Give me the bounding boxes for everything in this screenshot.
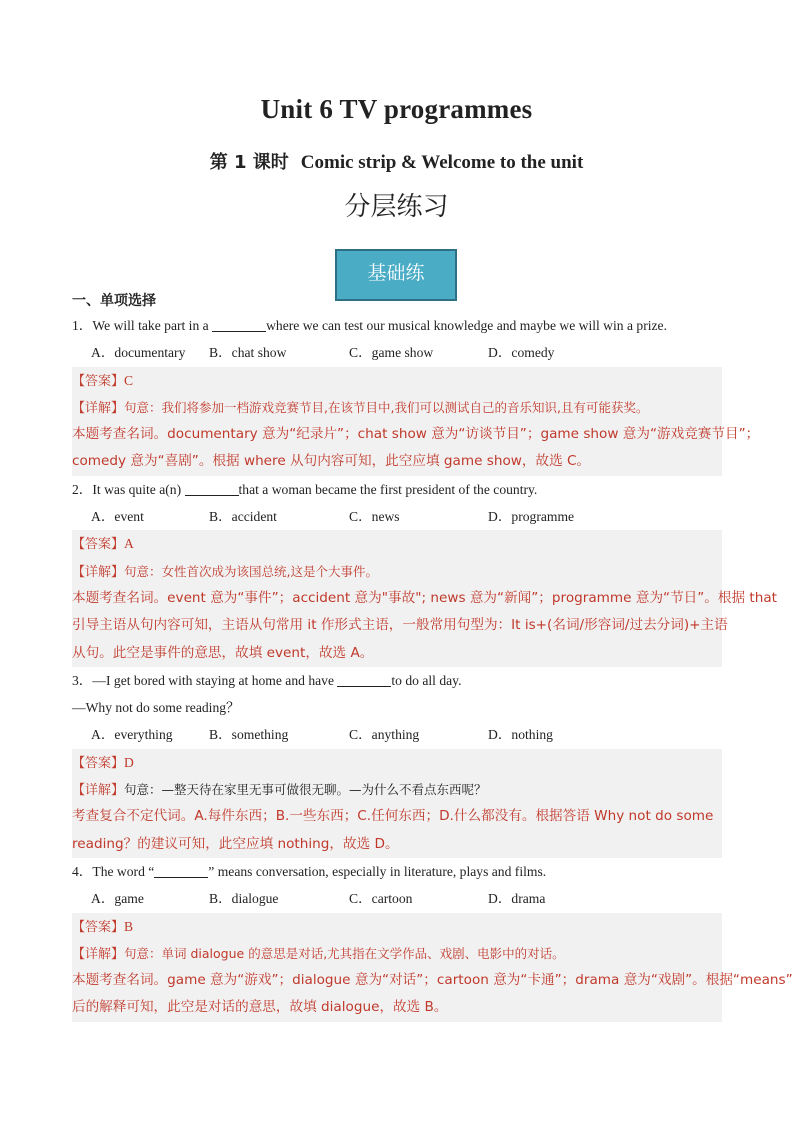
option-d: D．drama	[488, 891, 546, 907]
detail-line: 后的解释可知，此空是对话的意思，故填 dialogue，故选 B。	[72, 999, 448, 1016]
detail-line: 引导主语从句内容可知，主语从句常用 it 作形式主语，一般常用句型为：It is+(名词/形容词/过去分词)+主语	[72, 617, 728, 634]
detail-line: 【详解】句意：女性首次成为该国总统,这是个大事件。	[72, 563, 378, 580]
answer-blank	[185, 481, 239, 496]
answer-line: 【答案】C	[72, 372, 134, 389]
answer-block	[72, 913, 793, 1022]
lesson-subtitle	[0, 148, 793, 174]
level-badge: 基础练	[335, 249, 457, 301]
detail-line: 本题考查名词。documentary 意为“纪录片”；chat show 意为“访谈节目”；game show 意为“游戏竞赛节目”；	[72, 426, 760, 443]
answer-block	[72, 749, 722, 858]
question-stem: 2．It was quite a(n) that a woman became the first president of the country.	[72, 481, 538, 497]
option-c: C．cartoon	[349, 891, 413, 907]
detail-line: 【详解】句意：单词 dialogue 的意思是对话,尤其指在文学作品、戏剧、电影中的对话。	[72, 945, 565, 962]
options-row	[72, 503, 722, 530]
option-c: C．news	[349, 509, 400, 525]
option-b: B．dialogue	[209, 891, 279, 907]
options-row	[72, 339, 722, 366]
answer-block	[72, 367, 760, 476]
option-b: B．chat show	[209, 345, 287, 361]
option-d: D．nothing	[488, 727, 553, 743]
answer-block	[72, 530, 778, 666]
lesson-name: Comic strip & Welcome to the unit	[300, 152, 584, 173]
answer-blank	[337, 672, 391, 687]
options-row	[72, 885, 722, 912]
lesson-number: 第 1 课时	[209, 152, 289, 173]
option-b: B．accident	[209, 509, 277, 525]
option-c: C．game show	[349, 345, 434, 361]
page-title: Unit 6 TV programmes	[260, 94, 533, 124]
question-stem-reply: —Why not do some reading？	[72, 700, 240, 716]
detail-line: 本题考查名词。event 意为“事件”；accident 意为"事故"; news 意为“新闻”；programme 意为“节日”。根据 that	[72, 589, 778, 606]
answer-blank	[212, 317, 266, 332]
section-title: 一、单项选择	[72, 293, 156, 309]
detail-line: reading？的建议可知，此空应填 nothing，故选 D。	[72, 835, 399, 852]
detail-line: 考查复合不定代词。A.每件东西；B.一些东西；C.任何东西；D.什么都没有。根据答语 Why not do some	[72, 808, 714, 825]
options-row	[72, 721, 722, 748]
question-stem: 4．The word “ ” means conversation, especially in literature, plays and films.	[72, 863, 547, 879]
detail-line: 【详解】句意：—整天待在家里无事可做很无聊。—为什么不看点东西呢？	[72, 782, 487, 799]
option-d: D．comedy	[488, 345, 555, 361]
answer-line: 【答案】D	[72, 754, 134, 771]
exercise-heading: 分层练习	[344, 192, 449, 222]
option-b: B．something	[209, 727, 289, 743]
option-a: A．event	[91, 509, 144, 525]
answer-blank	[154, 863, 208, 878]
option-a: A．game	[91, 891, 144, 907]
question-stem: 1．We will take part in a where we can test our musical knowledge and maybe we will win a prize.	[72, 318, 667, 333]
question-stem: 3．—I get bored with staying at home and have to do all day.	[72, 672, 462, 688]
questions-area	[72, 312, 793, 1022]
option-c: C．anything	[349, 727, 420, 743]
option-a: A．documentary	[91, 345, 186, 361]
option-a: A．everything	[91, 727, 173, 743]
answer-line: 【答案】B	[72, 918, 134, 935]
answer-line: 【答案】A	[72, 536, 134, 553]
detail-line: 本题考查名词。game 意为“游戏”；dialogue 意为“对话”；cartoon 意为“卡通”；drama 意为“戏剧”。根据“means”	[72, 972, 793, 989]
detail-line: comedy 意为“喜剧”。根据 where 从句内容可知，此空应填 game show，故选 C。	[72, 453, 591, 470]
option-d: D．programme	[488, 509, 575, 525]
detail-line: 【详解】句意：我们将参加一档游戏竞赛节目,在该节目中,我们可以测试自己的音乐知识,且有可能获奖。	[72, 399, 649, 416]
detail-line: 从句。此空是事件的意思，故填 event，故选 A。	[72, 644, 374, 661]
